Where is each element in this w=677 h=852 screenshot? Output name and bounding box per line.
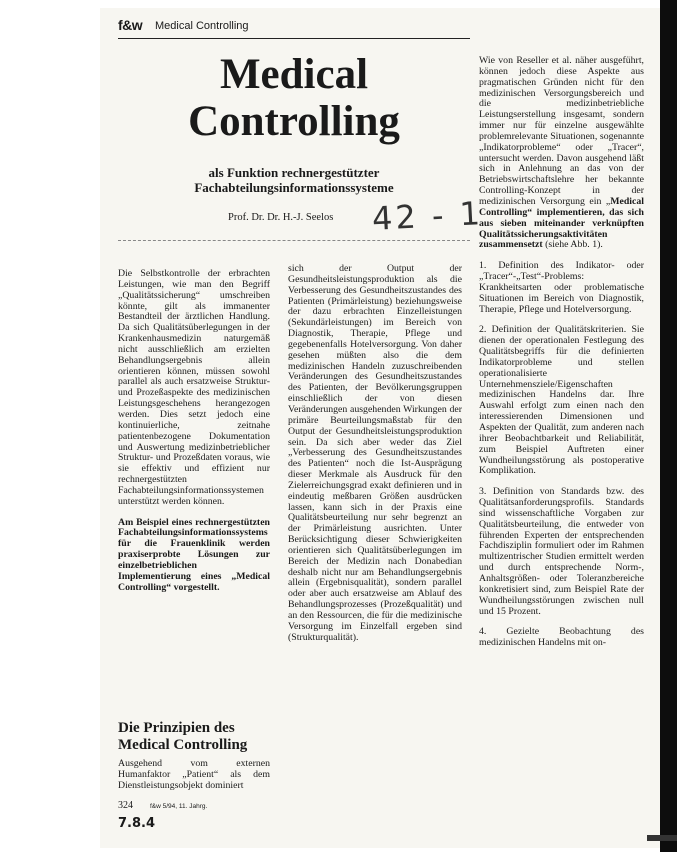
column-3-intro xyxy=(479,56,644,251)
abstract-paragraph: Die Selbstkontrolle der erbrachten Leistungen, wie man den Begriff „Qualitätssicherung“ umschreiben könnte, gilt als immanenter Bestandteil der ärztlichen Handlung. Da sich Qualitätsüberlegungen in der Krankenhausmedizin naturgemäß nicht ausschließlich am erzielten Behandlungsergebnis allein orientieren können, müssen sowohl parallel als auch ersatzweise Struktur- und Prozeßaspekte des medizinischen Leistungsgeschehens herangezogen werden. Dies setzt jedoch eine kontinuierliche, zeitnahe patientenbezogene Dokumentation und Auswertung medizinbetrieblicher Struktur- und Prozeßdaten voraus, wie sie effektiv und effizient nur rechnergestützten Fachabteilungsinformationssystemen unterstützt werden können. xyxy=(118,268,270,507)
section-heading-line-1: Die Prinzipien des xyxy=(118,720,235,736)
column-2-body: sich der Output der Gesundheitsleistungsproduktion als die Verbesserung des Gesundheitszustandes des Patienten (Primärleistung) beziehungsweise der dazu erbrachten Einzelleistungen (Sekundärleistungen) im Bereich von Diagnostik, Therapie, Pflege und gegebenenfalls Hotelversorgung. Von daher gesehen müßten also die dem medizinischen Handeln zuzuschreibenden Veränderungen des Gesundheitszustandes des Patienten, der Bevölkerungsgruppen einschließlich der von diesen Veränderungen ausgehenden Wirkungen der primäre Beurteilungsmaßstab für den Output der Gesundheitsleistungsproduktion sein. Da sich aber weder das Ziel „Verbesserung des Gesundheitszustandes des Patienten“ noch die Ist-Ausprägung dieser Merkmale als Ausdruck für den Zielerreichungsgrad exakt definieren und in eindeutig meßbaren Größen ausdrücken lassen, kann sich in der Praxis eine Qualitätsbeurteilung nur sehr begrenzt an der Primärleistung ausrichten. Unter Berücksichtigung dieser Schwierigkeiten orientieren sich Qualitätsüberlegungen im Bereich der Medizin nach Donabedian deshalb nicht nur am Behandlungsergebnis allein (Ergebnisqualität), sondern parallel oder aber auch ersatzweise am Ablauf des Behandlungsprozesses (Prozeßqualität) und an den Ressourcen, die für die medizinische Versorgung im Einzelfall ergeben sind (Strukturqualität). xyxy=(288,263,462,643)
running-header xyxy=(118,16,470,39)
list-item-3: 3. Definition von Standards bzw. des Qualitätsanforderungsprofils. Standards sind wissenschaftliche Vorgaben zur Qualitätsbeurteilung, die entweder von führenden Experten der entsprechenden Fachdisziplin formuliert oder im Rahmen multizentrischer Studien ermittelt werden und durch entsprechende Norm-, Anhaltsgrößen- oder Toleranzbereiche konkretisiert sind, zum Beispiel Rate der Wundheilungsstörungen zwischen null und 15 Prozent. xyxy=(479,486,644,617)
handwritten-page-mark: 7.8.4 xyxy=(118,816,156,831)
author-byline: Prof. Dr. Dr. H.-J. Seelos xyxy=(228,212,334,223)
scan-edge-shadow xyxy=(660,0,677,852)
section-heading xyxy=(118,720,247,754)
page-number: 324 xyxy=(118,800,133,811)
list-item-2: 2. Definition der Qualitätskriterien. Sie dienen der operationalen Festlegung des Qualitätsbegriffs für die definierten Indikatorprobleme und stellen operationalisierte Unternehmensziele/Eigenschaften medizinischen Handelns dar. Ihre Auswahl erfolgt zum einen nach den interessierenden Dimensionen und Aspekten der Qualität, zum anderen nach ihrer Beobachtbarkeit und Reliabilität, zum Beispiel Auftreten einer Wundheilungsstörung als postoperative Komplikation. xyxy=(479,324,644,477)
abstract-lead: Am Beispiel eines rechnergestützten Fachabteilungsinformationssystems für die Frauenklinik werden praxiserprobte Lösungen zur einzelbetrieblichen Implementierung eines „Medical Controlling“ vorgestellt. xyxy=(118,516,270,593)
footer-source: f&w 5/94, 11. Jahrg. xyxy=(150,803,208,810)
column-2 xyxy=(288,264,462,644)
column-1 xyxy=(118,269,270,593)
scan-artifact xyxy=(647,835,677,841)
title-divider xyxy=(118,240,470,241)
section-heading-line-2: Medical Controlling xyxy=(118,737,248,753)
subtitle xyxy=(118,165,470,195)
list-item-1: 1. Definition des Indikator- oder „Tracer“-„Test“-Problems: Krankheitsarten oder problematische Situationen im Bereich von Diagnostik, Therapie, Pflege und Hotelversorgung. xyxy=(479,260,644,315)
subtitle-line-2: Fachabteilungsinformationssysteme xyxy=(194,180,394,195)
column-3-intro-text: Wie von Reseller et al. näher ausgeführt, können jedoch diese Aspekte aus pragmatischen Gründen nicht für den medizinischen Versorgungsbereich und die medizinbetriebliche Leistungserstellung insgesamt, sondern immer nur für einzelne ausgewählte problemrelevante Situationen, sogenannte „Indikatorprobleme“ oder „Tracer“, untersucht werden. Davon ausgehend läßt sich in Anlehnung an das von der Betriebswirtschaftslehre her bekannte Controlling-Konzept in der medizinischen Versorgung ein „ xyxy=(479,55,644,207)
column-3-intro-bold: Medical Controlling“ implementieren, das sich aus sieben miteinander verknüpften Qualitätssicherungsaktivitäten zusammensetzt xyxy=(479,195,644,251)
list-item-4: 4. Gezielte Beobachtung des medizinischen Handelns mit on- xyxy=(479,626,644,649)
title-line-1: Medical xyxy=(219,51,369,98)
title-line-2: Controlling xyxy=(188,98,400,145)
section-label: Medical Controlling xyxy=(155,20,249,32)
column-1-body: Ausgehend vom externen Humanfaktor „Patient“ als dem Dienstleistungsobjekt dominiert xyxy=(118,758,270,791)
subtitle-line-1: als Funktion rechnergestützter xyxy=(208,165,380,180)
journal-logo: f&w xyxy=(118,17,143,33)
column-3 xyxy=(479,56,644,649)
column-3-intro-end: (siehe Abb. 1). xyxy=(542,239,603,251)
handwritten-note: 42 - 1 xyxy=(371,194,484,238)
